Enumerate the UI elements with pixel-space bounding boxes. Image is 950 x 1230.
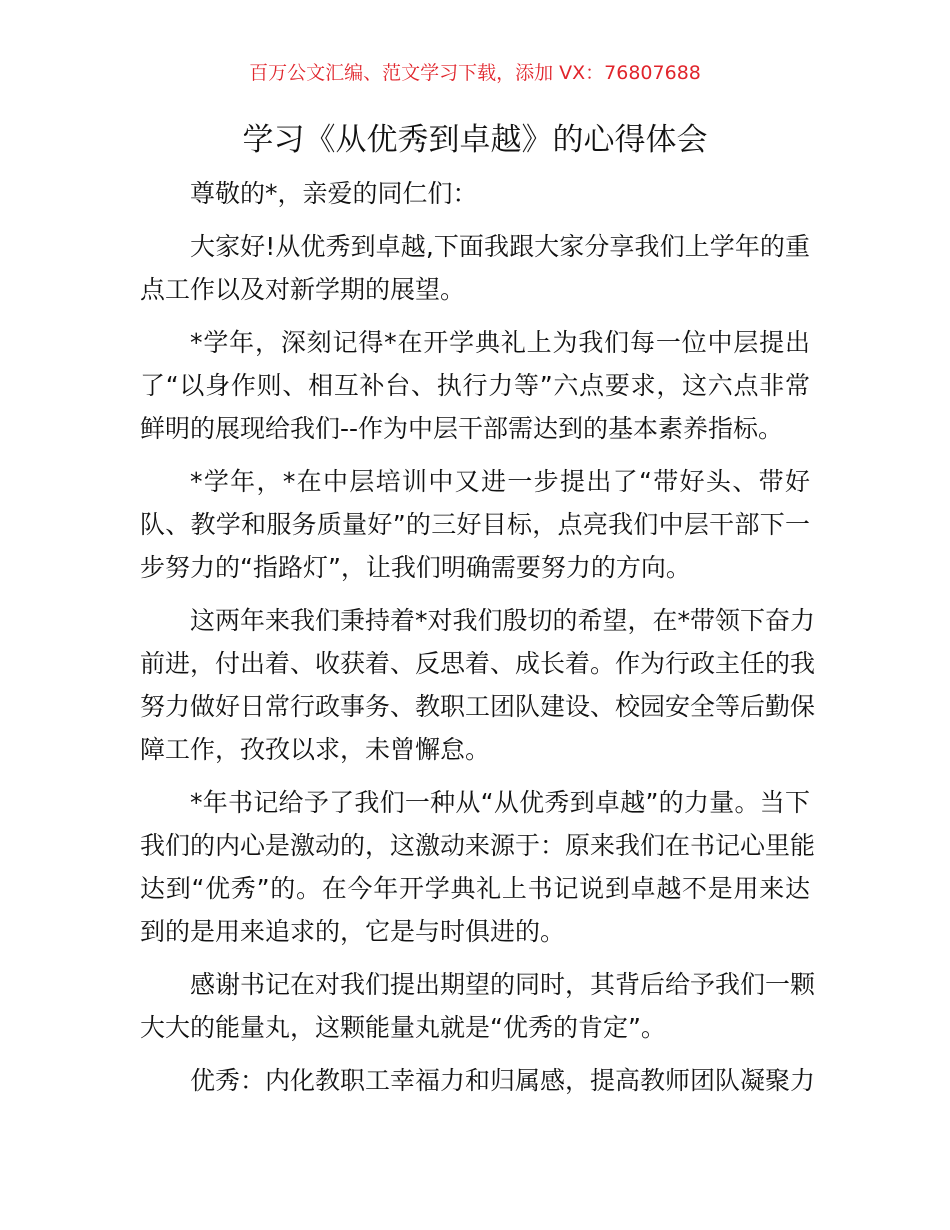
- text-line: *学年，*在中层培训中又进一步提出了“带好头、带好: [190, 467, 810, 496]
- paragraph: [140, 599, 816, 771]
- text-line: 感谢书记在对我们提出期望的同时，其背后给予我们一颗: [190, 970, 816, 999]
- paragraph: [140, 225, 810, 311]
- text-line: 队、教学和服务质量好”的三好目标，点亮我们中层干部下一: [140, 510, 810, 539]
- paragraph: [140, 321, 810, 450]
- paragraph: [140, 781, 816, 953]
- paragraph: [140, 1059, 816, 1102]
- text-line: 到的是用来追求的，它是与时俱进的。: [140, 917, 566, 946]
- text-line: 前进，付出着、收获着、反思着、成长着。作为行政主任的我: [140, 649, 816, 678]
- text-line: 大家好!从优秀到卓越,下面我跟大家分享我们上学年的重: [190, 232, 810, 261]
- text-line: 努力做好日常行政事务、教职工团队建设、校园安全等后勤保: [140, 692, 816, 721]
- watermark-banner: 百万公文汇编、范文学习下载，添加 VX：76807688: [249, 62, 701, 84]
- text-line: 我们的内心是激动的，这激动来源于：原来我们在书记心里能: [140, 831, 816, 860]
- text-line: *学年，深刻记得*在开学典礼上为我们每一位中层提出: [190, 328, 810, 357]
- text-line: 点工作以及对新学期的展望。: [140, 275, 466, 304]
- text-line: 鲜明的展现给我们--作为中层干部需达到的基本素养指标。: [140, 414, 784, 443]
- text-line: 达到“优秀”的。在今年开学典礼上书记说到卓越不是用来达: [140, 874, 810, 903]
- text-line: 大大的能量丸，这颗能量丸就是“优秀的肯定”。: [140, 1013, 666, 1042]
- text-line: 尊敬的*，亲爱的同仁们：: [190, 179, 478, 208]
- text-line: *年书记给予了我们一种从“从优秀到卓越”的力量。当下: [190, 788, 810, 817]
- document-title: 学习《从优秀到卓越》的心得体会: [242, 122, 708, 158]
- document-body: [140, 172, 816, 1112]
- text-line: 这两年来我们秉持着*对我们殷切的希望，在*带领下奋力: [190, 606, 816, 635]
- text-line: 优秀：内化教职工幸福力和归属感，提高教师团队凝聚力: [190, 1066, 816, 1095]
- text-line: 障工作，孜孜以求，未曾懈怠。: [140, 735, 491, 764]
- paragraph: [140, 963, 816, 1049]
- paragraph: [140, 460, 810, 589]
- text-line: 了“以身作则、相互补台、执行力等”六点要求，这六点非常: [140, 371, 810, 400]
- paragraph: [140, 172, 810, 215]
- text-line: 步努力的“指路灯”，让我们明确需要努力的方向。: [140, 553, 691, 582]
